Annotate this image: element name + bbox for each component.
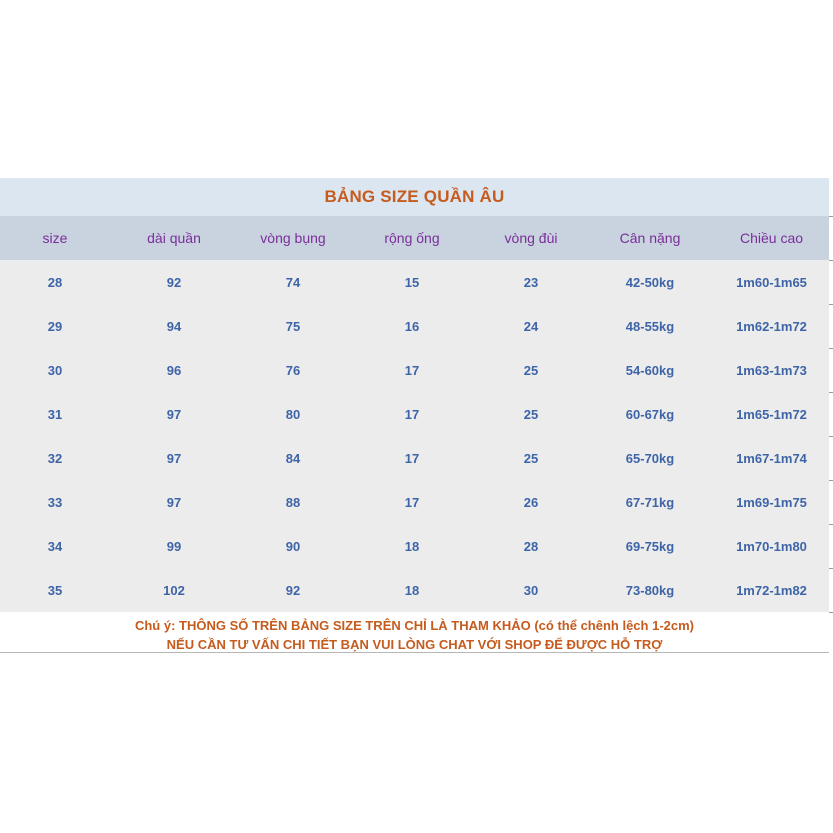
header-thigh: vòng đùi	[504, 230, 558, 246]
header-leg-opening: rộng ống	[384, 230, 440, 246]
grid-tick	[829, 612, 833, 613]
cell-weight: 73-80kg	[625, 582, 675, 598]
grid-tick	[829, 524, 833, 525]
cell-size: 33	[47, 494, 63, 510]
cell-thigh: 25	[523, 406, 539, 422]
cell-size: 29	[47, 318, 63, 334]
table-row	[0, 480, 829, 524]
header-row	[0, 216, 829, 260]
grid-tick	[829, 348, 833, 349]
note-line-1: Chú ý: THÔNG SỐ TRÊN BẢNG SIZE TRÊN CHỈ LÀ THAM KHẢO (có thể chênh lệch 1-2cm)	[134, 618, 695, 633]
cell-length: 96	[166, 362, 182, 378]
cell-length: 102	[163, 582, 185, 598]
cell-leg-opening: 17	[404, 406, 420, 422]
cell-weight: 42-50kg	[625, 274, 675, 290]
table-row	[0, 436, 829, 480]
header-waist: vòng bụng	[260, 230, 326, 246]
table-row	[0, 304, 829, 348]
cell-height: 1m63-1m73	[736, 362, 807, 378]
cell-waist: 84	[285, 450, 301, 466]
note-line-2: NẾU CẦN TƯ VẤN CHI TIẾT BẠN VUI LÒNG CHAT VỚI SHOP ĐỂ ĐƯỢC HỖ TRỢ	[166, 637, 663, 652]
cell-leg-opening: 18	[404, 538, 420, 554]
cell-weight: 54-60kg	[625, 362, 675, 378]
header-height: Chiều cao	[739, 230, 804, 246]
cell-size: 34	[47, 538, 63, 554]
cell-waist: 74	[285, 274, 301, 290]
cell-thigh: 25	[523, 450, 539, 466]
table-title: BẢNG SIZE QUẦN ÂU	[0, 178, 829, 216]
cell-waist: 88	[285, 494, 301, 510]
cell-size: 35	[47, 582, 63, 598]
header-length: dài quần	[147, 230, 201, 246]
cell-length: 97	[166, 406, 182, 422]
cell-waist: 76	[285, 362, 301, 378]
cell-weight: 67-71kg	[625, 494, 675, 510]
cell-height: 1m65-1m72	[736, 406, 807, 422]
table-body	[0, 260, 829, 612]
cell-waist: 80	[285, 406, 301, 422]
cell-weight: 69-75kg	[625, 538, 675, 554]
cell-weight: 48-55kg	[625, 318, 675, 334]
cell-waist: 90	[285, 538, 301, 554]
table-row	[0, 568, 829, 612]
grid-tick	[829, 480, 833, 481]
cell-leg-opening: 16	[404, 318, 420, 334]
cell-leg-opening: 17	[404, 494, 420, 510]
header-weight: Cân nặng	[619, 230, 681, 246]
cell-length: 99	[166, 538, 182, 554]
table-row	[0, 524, 829, 568]
grid-tick	[829, 216, 833, 217]
cell-height: 1m67-1m74	[736, 450, 807, 466]
cell-leg-opening: 17	[404, 362, 420, 378]
note-block	[0, 612, 829, 653]
grid-tick	[829, 568, 833, 569]
cell-thigh: 23	[523, 274, 539, 290]
cell-length: 97	[166, 450, 182, 466]
cell-waist: 75	[285, 318, 301, 334]
cell-leg-opening: 17	[404, 450, 420, 466]
cell-height: 1m72-1m82	[736, 582, 807, 598]
cell-thigh: 28	[523, 538, 539, 554]
grid-tick	[829, 436, 833, 437]
cell-thigh: 25	[523, 362, 539, 378]
cell-size: 28	[47, 274, 63, 290]
cell-size: 31	[47, 406, 63, 422]
cell-size: 30	[47, 362, 63, 378]
cell-thigh: 26	[523, 494, 539, 510]
cell-height: 1m62-1m72	[736, 318, 807, 334]
cell-size: 32	[47, 450, 63, 466]
cell-height: 1m60-1m65	[736, 274, 807, 290]
table-row	[0, 260, 829, 304]
table-row	[0, 348, 829, 392]
cell-weight: 60-67kg	[625, 406, 675, 422]
cell-thigh: 24	[523, 318, 539, 334]
cell-weight: 65-70kg	[625, 450, 675, 466]
size-chart-table	[0, 178, 829, 653]
grid-tick	[829, 392, 833, 393]
cell-leg-opening: 18	[404, 582, 420, 598]
table-row	[0, 392, 829, 436]
cell-leg-opening: 15	[404, 274, 420, 290]
cell-length: 97	[166, 494, 182, 510]
header-size: size	[42, 230, 68, 246]
cell-waist: 92	[285, 582, 301, 598]
cell-length: 92	[166, 274, 182, 290]
cell-length: 94	[166, 318, 182, 334]
cell-height: 1m70-1m80	[736, 538, 807, 554]
grid-tick	[829, 304, 833, 305]
grid-tick	[829, 260, 833, 261]
cell-thigh: 30	[523, 582, 539, 598]
cell-height: 1m69-1m75	[736, 494, 807, 510]
